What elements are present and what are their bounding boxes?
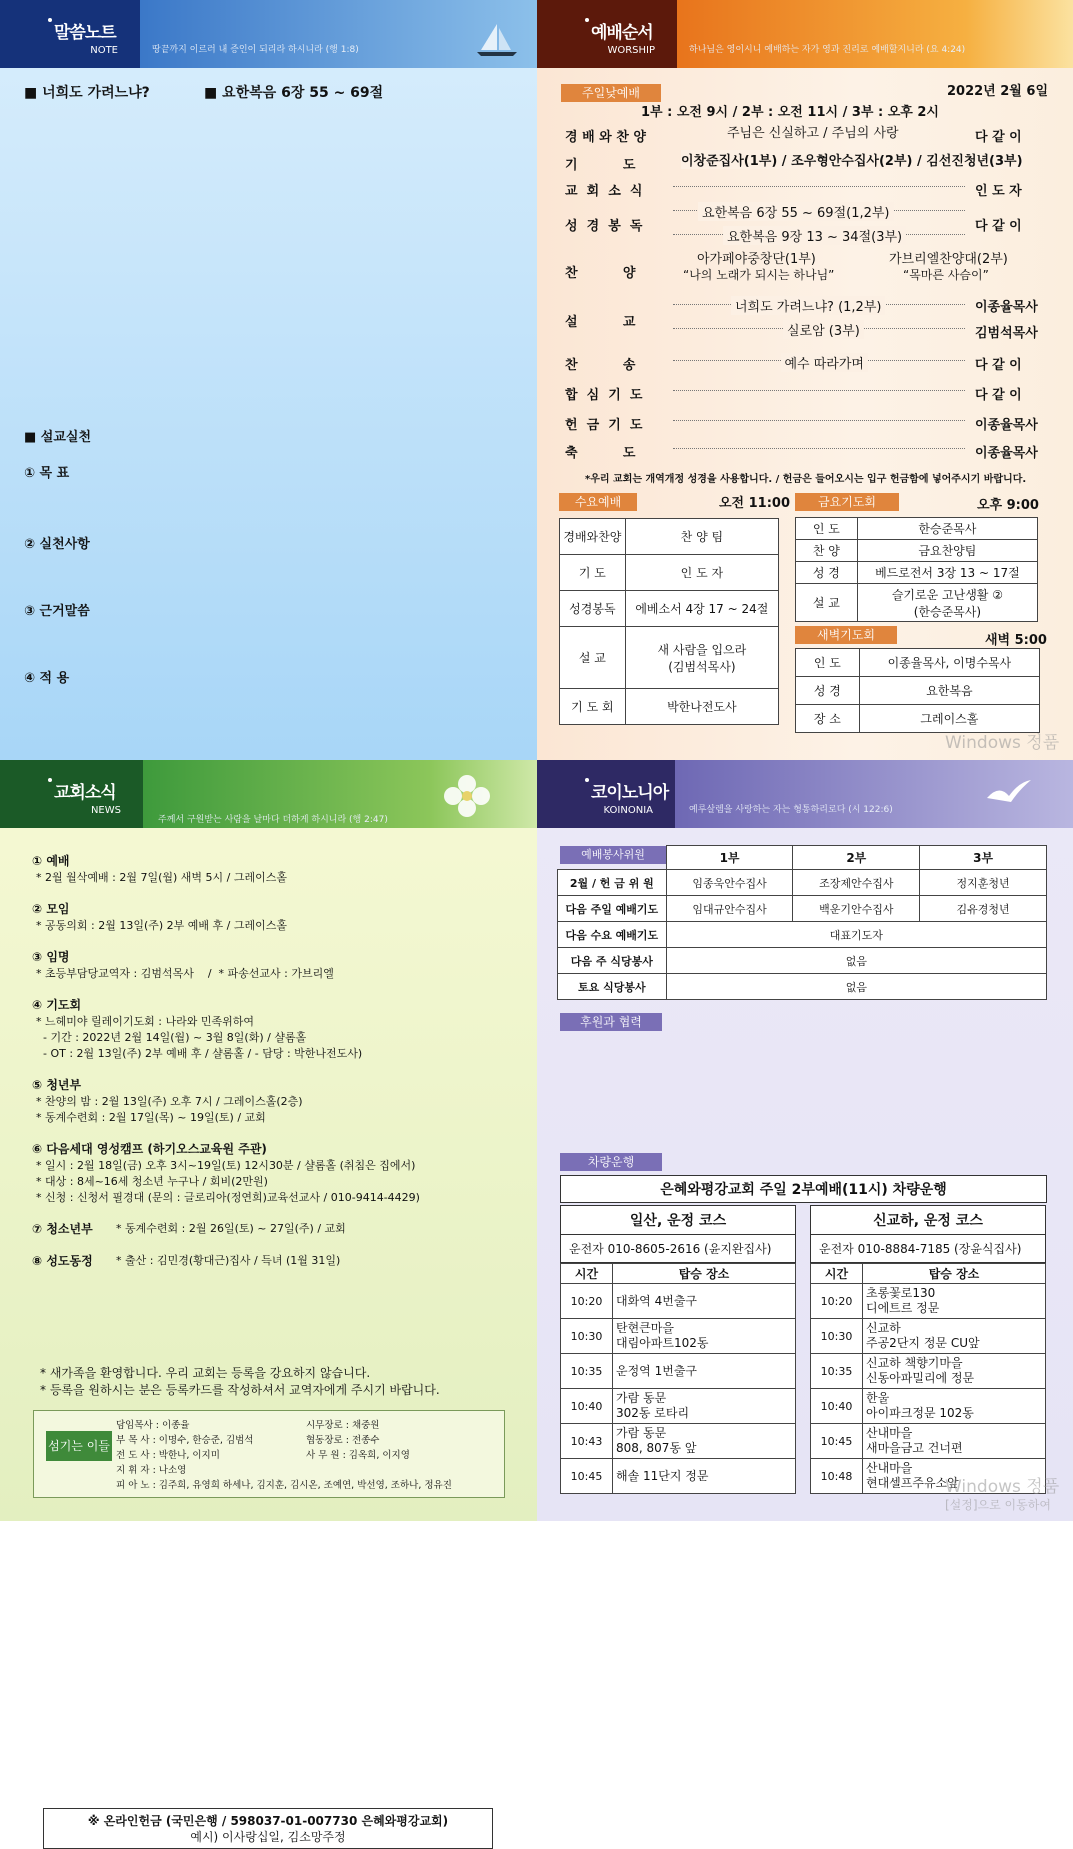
koinonia-header <box>537 760 1073 828</box>
order-right: 다 같 이 <box>975 358 1022 373</box>
course-row <box>811 1284 1046 1319</box>
table-row <box>558 948 1047 974</box>
staff-right: 시무장로 : 채중원 <box>306 1420 380 1431</box>
order-key: 성 경 봉 독 <box>565 219 643 234</box>
fri-table <box>795 517 1038 622</box>
table-cell: 인 도 <box>796 649 860 677</box>
course-header-row <box>811 1264 1046 1284</box>
table-cell: 성 경 <box>796 677 860 705</box>
offering-box <box>43 1808 493 1849</box>
table-row <box>796 649 1040 677</box>
table-cell: 대표기도자 <box>666 922 1046 948</box>
news-heading: ⑥ 다음세대 영성캠프 (하기오스교육원 주관) <box>32 1142 267 1156</box>
news-line: - OT : 2월 13일(주) 2부 예배 후 / 샬롬홀 / - 담당 : 박한나전도사) <box>36 1047 363 1060</box>
seagull-icon <box>983 776 1033 816</box>
stop-time: 10:20 <box>561 1284 613 1319</box>
welcome-1: * 새가족을 환영합니다. 우리 교회는 등록을 강요하지 않습니다. <box>40 1366 371 1380</box>
table-cell: 김유경청년 <box>920 896 1047 922</box>
stop-time: 10:35 <box>561 1354 613 1389</box>
table-cell: 기 도 <box>560 555 626 591</box>
stop-time: 10:20 <box>811 1284 863 1319</box>
stop-place: 탄현큰마을 대림아파트102동 <box>613 1319 796 1354</box>
order-mid-2: 실로암 (3부) <box>783 320 864 339</box>
stop-place: 신교하 주공2단지 정문 CU앞 <box>863 1319 1046 1354</box>
table-cell: 경배와찬양 <box>560 519 626 555</box>
watermark-3: [설정]으로 이동하여 <box>945 1498 1051 1512</box>
news-line: * 일시 : 2월 18일(금) 오후 3시~19일(토) 12시30분 / 샬롬홀 (취침은 집에서) <box>36 1159 416 1172</box>
news-heading: ② 모임 <box>32 902 70 916</box>
table-cell: 없음 <box>666 948 1046 974</box>
note-sub: NOTE <box>90 45 118 56</box>
news-line: * 출산 : 김민경(황대근)집사 / 득녀 (1월 31일) <box>116 1254 341 1267</box>
order-note: *우리 교회는 개역개정 성경을 사용합니다. / 헌금은 들어오시는 입구 헌금함에 넣어주시기 바랍니다. <box>585 474 1027 485</box>
note-title: 말씀노트 <box>54 23 116 43</box>
offering-example: 예시) 이사랑십일, 김소망주정 <box>190 1830 346 1844</box>
table-row-header: 토요 식당봉사 <box>558 974 667 1000</box>
table-corner <box>558 846 667 870</box>
worship-sub: WORSHIP <box>607 45 655 56</box>
fri-tag: 금요기도회 <box>795 493 899 511</box>
stop-place: 한울 아이파크정문 102동 <box>863 1389 1046 1424</box>
news-line: - 기간 : 2022년 2월 14일(월) ~ 3월 8일(화) / 샬롬홀 <box>36 1031 307 1044</box>
stop-place: 신교하 책향기마을 신동아파밀리에 정문 <box>863 1354 1046 1389</box>
news-sub: NEWS <box>90 805 121 816</box>
table-row <box>558 896 1047 922</box>
note-header <box>0 0 537 68</box>
course-driver: 운전자 010-8884-7185 (장윤식집사) <box>810 1235 1046 1263</box>
table-row-header: 다음 수요 예배기도 <box>558 922 667 948</box>
order-dots <box>673 186 965 187</box>
col-place: 탑승 장소 <box>613 1264 796 1284</box>
course-row <box>811 1354 1046 1389</box>
order-right: 다 같 이 <box>975 219 1022 234</box>
table-row <box>560 555 779 591</box>
table-cell: 금요찬양팀 <box>857 540 1037 562</box>
news-heading: ③ 임명 <box>32 950 70 964</box>
news-header <box>0 760 537 828</box>
order-dots <box>673 448 965 449</box>
order-key: 찬 양 <box>565 266 636 281</box>
table-cell: 새 사람을 입으라 (김범석목사) <box>625 627 778 689</box>
table-row <box>796 677 1040 705</box>
col-time: 시간 <box>811 1264 863 1284</box>
news-panel <box>0 760 537 1844</box>
order-key: 교 회 소 식 <box>565 184 643 199</box>
news-line: * 동계수련회 : 2월 26일(토) ~ 27일(주) / 교회 <box>116 1222 346 1235</box>
course-title: 일산, 운정 코스 <box>560 1205 796 1235</box>
table-cell: 설 교 <box>796 584 858 622</box>
course-driver: 운전자 010-8605-2616 (윤지완집사) <box>560 1235 796 1263</box>
order-mid: 주님은 신실하고 / 주님의 사랑 <box>727 126 899 141</box>
table-row <box>558 870 1047 896</box>
table-cell: 임대규안수집사 <box>666 896 793 922</box>
news-title: 교회소식 <box>54 783 116 803</box>
col-place: 탑승 장소 <box>863 1264 1046 1284</box>
stop-time: 10:35 <box>811 1354 863 1389</box>
stop-time: 10:30 <box>561 1319 613 1354</box>
news-heading: ④ 기도회 <box>32 998 82 1012</box>
order-mid: 이창준집사(1부) / 조우형안수집사(2부) / 김선진청년(3부) <box>681 150 1023 169</box>
staff-right: 협동장로 : 전종수 <box>306 1435 380 1446</box>
table-row <box>560 689 779 725</box>
bus-course-left <box>560 1205 796 1494</box>
fri-time: 오후 9:00 <box>977 498 1039 513</box>
stop-time: 10:45 <box>811 1424 863 1459</box>
service-times: 1부 : 오전 9시 / 2부 : 오전 11시 / 3부 : 오후 2시 <box>641 105 939 120</box>
bus-tag: 차량운행 <box>560 1153 662 1171</box>
bus-course-right <box>810 1205 1046 1494</box>
news-verse: 주께서 구원받는 사람을 날마다 더하게 하시니라 (행 2:47) <box>158 815 388 825</box>
table-cell: 찬 양 팀 <box>625 519 778 555</box>
order-right: 이종율목사 <box>975 300 1038 315</box>
staff-left: 피 아 노 : 김주희, 유영희 하세나, 김지훈, 김시온, 조예연, 박선영, 조하나, 정유진 <box>116 1480 452 1491</box>
order-key: 축 도 <box>565 446 636 461</box>
basis-label: ③ 근거말씀 <box>24 604 90 619</box>
course-header-row <box>561 1264 796 1284</box>
sermon-passage: ■ 요한복음 6장 55 ~ 69절 <box>204 85 384 101</box>
table-cell: 장 소 <box>796 705 860 733</box>
order-right: 다 같 이 <box>975 130 1022 145</box>
stop-place: 운정역 1번출구 <box>613 1354 796 1389</box>
offering-account: ※ 온라인헌금 (국민은행 / 598037-01-007730 은혜와평강교회) <box>87 1814 449 1828</box>
course-row <box>561 1319 796 1354</box>
order-right-2: 김범석목사 <box>975 326 1038 341</box>
course-title: 신교하, 운정 코스 <box>810 1205 1046 1235</box>
dawn-time: 새벽 5:00 <box>985 633 1047 648</box>
order-mid-4: “목마른 사슴이” <box>903 268 989 282</box>
sunday-tag: 주일낮예배 <box>561 84 661 102</box>
table-row-header: 다음 주일 예배기도 <box>558 896 667 922</box>
staff-box <box>33 1410 505 1498</box>
staff-left: 부 목 사 : 이명수, 한승준, 김범석 <box>116 1435 254 1446</box>
stop-place: 대화역 4번출구 <box>613 1284 796 1319</box>
flower-icon <box>437 768 497 824</box>
course-row <box>561 1424 796 1459</box>
course-row <box>561 1284 796 1319</box>
order-right: 다 같 이 <box>975 388 1022 403</box>
bus-title: 은혜와평강교회 주일 2부예배(11시) 차량운행 <box>560 1175 1047 1203</box>
news-heading: ⑧ 성도동정 <box>32 1254 93 1268</box>
order-key: 설 교 <box>565 315 636 330</box>
order-mid: 너희도 가려느냐? (1,2부) <box>731 296 885 315</box>
table-row-header: 2월 / 헌 금 위 원 <box>558 870 667 896</box>
stop-time: 10:45 <box>561 1459 613 1494</box>
table-cell: 인 도 <box>796 518 858 540</box>
stop-place: 산내마을 새마을금고 건너편 <box>863 1424 1046 1459</box>
table-row <box>560 591 779 627</box>
watermark-1: Windows 정품 <box>945 733 1060 753</box>
stop-time: 10:40 <box>811 1389 863 1424</box>
table-cell: 찬 양 <box>796 540 858 562</box>
order-right: 인 도 자 <box>975 184 1022 199</box>
order-right: 이종율목사 <box>975 418 1038 433</box>
news-heading: ① 예배 <box>32 854 70 868</box>
dawn-tag: 새벽기도회 <box>795 626 897 644</box>
koinonia-panel <box>537 760 1073 1521</box>
table-cell: 성 경 <box>796 562 858 584</box>
service-tag: 예배봉사위원 <box>560 846 666 864</box>
table-col-header: 1부 <box>666 846 793 870</box>
course-row <box>561 1389 796 1424</box>
table-row <box>560 627 779 689</box>
news-line: * 대상 : 8세~16세 청소년 누구나 / 회비(2만원) <box>36 1175 268 1188</box>
staff-left: 지 휘 자 : 나소영 <box>116 1465 187 1476</box>
action-label: ② 실천사항 <box>24 537 90 552</box>
wed-table <box>559 518 779 725</box>
koinonia-sub: KOINONIA <box>603 805 653 816</box>
worship-order-panel <box>537 0 1073 760</box>
table-cell: 에베소서 4장 17 ~ 24절 <box>625 591 778 627</box>
table-row <box>796 562 1038 584</box>
course-table <box>810 1263 1046 1494</box>
sailboat-icon <box>467 20 527 60</box>
order-mid: 예수 따라가며 <box>781 353 868 372</box>
table-cell: 없음 <box>666 974 1046 1000</box>
course-row <box>561 1459 796 1494</box>
table-row <box>796 540 1038 562</box>
order-mid-2: 요한복음 9장 13 ~ 34절(3부) <box>723 226 906 245</box>
table-col-header: 3부 <box>920 846 1047 870</box>
service-table <box>557 845 1047 1000</box>
wed-time: 오전 11:00 <box>719 496 791 511</box>
stop-time: 10:40 <box>561 1389 613 1424</box>
order-key: 합 심 기 도 <box>565 388 643 403</box>
course-row <box>561 1354 796 1389</box>
note-verse: 땅끝까지 이르러 내 증인이 되리라 하시니라 (행 1:8) <box>152 45 359 55</box>
table-cell: 박한나전도사 <box>625 689 778 725</box>
sermon-note-panel <box>0 0 537 760</box>
goal-label: ① 목 표 <box>24 466 70 481</box>
news-line: * 2월 월삭예배 : 2월 7일(월) 새벽 5시 / 그레이스홀 <box>36 871 287 884</box>
order-dots <box>673 420 965 421</box>
news-line: * 느헤미야 릴레이기도회 : 나라와 민족위하여 <box>36 1015 254 1028</box>
news-line: * 찬양의 밤 : 2월 13일(주) 오후 7시 / 그레이스홀(2층) <box>36 1095 303 1108</box>
table-row <box>558 922 1047 948</box>
worship-title: 예배순서 <box>591 23 653 43</box>
table-cell: 백운기안수집사 <box>793 896 920 922</box>
course-row <box>811 1424 1046 1459</box>
koinonia-verse: 예루살렘을 사랑하는 자는 형통하리로다 (시 122:6) <box>689 805 893 815</box>
staff-left: 담임목사 : 이종율 <box>116 1420 190 1431</box>
order-key: 헌 금 기 도 <box>565 418 643 433</box>
news-line: * 신청 : 신청서 필경대 (문의 : 글로리아(정연희)교육선교사 / 010-9414-4429) <box>36 1191 420 1204</box>
sermon-title: ■ 너희도 가려느냐? <box>24 85 150 101</box>
stop-place: 산내마을 현대셀프주유소앞 <box>863 1459 1046 1494</box>
course-row <box>811 1319 1046 1354</box>
table-row <box>796 518 1038 540</box>
course-row <box>811 1389 1046 1424</box>
dawn-table <box>795 648 1040 733</box>
col-time: 시간 <box>561 1264 613 1284</box>
order-mid-3: 가브리엘찬양대(2부) <box>889 252 1008 267</box>
worship-header <box>537 0 1073 68</box>
order-mid-2: “나의 노래가 되시는 하나님” <box>683 268 835 282</box>
news-heading: ⑦ 청소년부 <box>32 1222 93 1236</box>
news-line: * 동계수련회 : 2월 17일(목) ~ 19일(토) / 교회 <box>36 1111 266 1124</box>
koinonia-title: 코이노니아 <box>591 783 669 803</box>
news-line: * 공동의회 : 2월 13일(주) 2부 예배 후 / 그레이스홀 <box>36 919 287 932</box>
table-cell: 슬기로운 고난생활 ② (한승준목사) <box>857 584 1037 622</box>
stop-place: 가람 동문 808, 807동 앞 <box>613 1424 796 1459</box>
stop-place: 해솔 11단지 정문 <box>613 1459 796 1494</box>
apply-label: ④ 적 용 <box>24 671 70 686</box>
stop-place: 초롱꽃로130 디에트르 정문 <box>863 1284 1046 1319</box>
table-cell: 설 교 <box>560 627 626 689</box>
order-key: 찬 송 <box>565 358 636 373</box>
table-cell: 정지훈청년 <box>920 870 1047 896</box>
news-heading: ⑤ 청년부 <box>32 1078 82 1092</box>
table-row <box>558 974 1047 1000</box>
table-cell: 베드로전서 3장 13 ~ 17절 <box>857 562 1037 584</box>
table-cell: 기 도 회 <box>560 689 626 725</box>
table-cell: 요한복음 <box>859 677 1039 705</box>
support-tag: 후원과 협력 <box>560 1013 662 1031</box>
news-line: * 초등부담당교역자 : 김범석목사 / * 파송선교사 : 가브리엘 <box>36 967 334 980</box>
table-cell: 한승준목사 <box>857 518 1037 540</box>
order-mid: 아가페야중창단(1부) <box>697 252 816 267</box>
table-cell: 인 도 자 <box>625 555 778 591</box>
table-cell: 이종율목사, 이명수목사 <box>859 649 1039 677</box>
staff-tag: 섬기는 이들 <box>46 1431 112 1461</box>
stop-time: 10:30 <box>811 1319 863 1354</box>
stop-place: 가람 동문 302동 로타리 <box>613 1389 796 1424</box>
staff-left: 전 도 사 : 박한나, 이지미 <box>116 1450 220 1461</box>
table-col-header: 2부 <box>793 846 920 870</box>
table-cell: 조장제안수집사 <box>793 870 920 896</box>
table-row-header: 다음 주 식당봉사 <box>558 948 667 974</box>
practice-heading: ■ 설교실천 <box>24 430 92 445</box>
table-row <box>796 584 1038 622</box>
table-cell: 성경봉독 <box>560 591 626 627</box>
order-key: 경 배 와 찬 양 <box>565 130 646 145</box>
staff-right: 사 무 원 : 김옥희, 이지영 <box>306 1450 410 1461</box>
worship-verse: 하나님은 영이시니 예배하는 자가 영과 진리로 예배할지니라 (요 4:24) <box>689 45 966 55</box>
welcome-2: * 등록을 원하시는 분은 등록카드를 작성하셔서 교역자에게 주시기 바랍니다. <box>40 1383 440 1397</box>
stop-time: 10:48 <box>811 1459 863 1494</box>
table-row <box>560 519 779 555</box>
table-cell: 그레이스홀 <box>859 705 1039 733</box>
wed-tag: 수요예배 <box>559 493 637 511</box>
stop-time: 10:43 <box>561 1424 613 1459</box>
order-dots <box>673 390 965 391</box>
table-cell: 임종욱안수집사 <box>666 870 793 896</box>
table-header-row <box>558 846 1047 870</box>
course-table <box>560 1263 796 1494</box>
order-right: 이종율목사 <box>975 446 1038 461</box>
service-date: 2022년 2월 6일 <box>947 84 1048 99</box>
order-mid: 요한복음 6장 55 ~ 69절(1,2부) <box>698 202 894 221</box>
order-key: 기 도 <box>565 158 636 173</box>
watermark-2: Windows 정품 <box>945 1477 1060 1497</box>
